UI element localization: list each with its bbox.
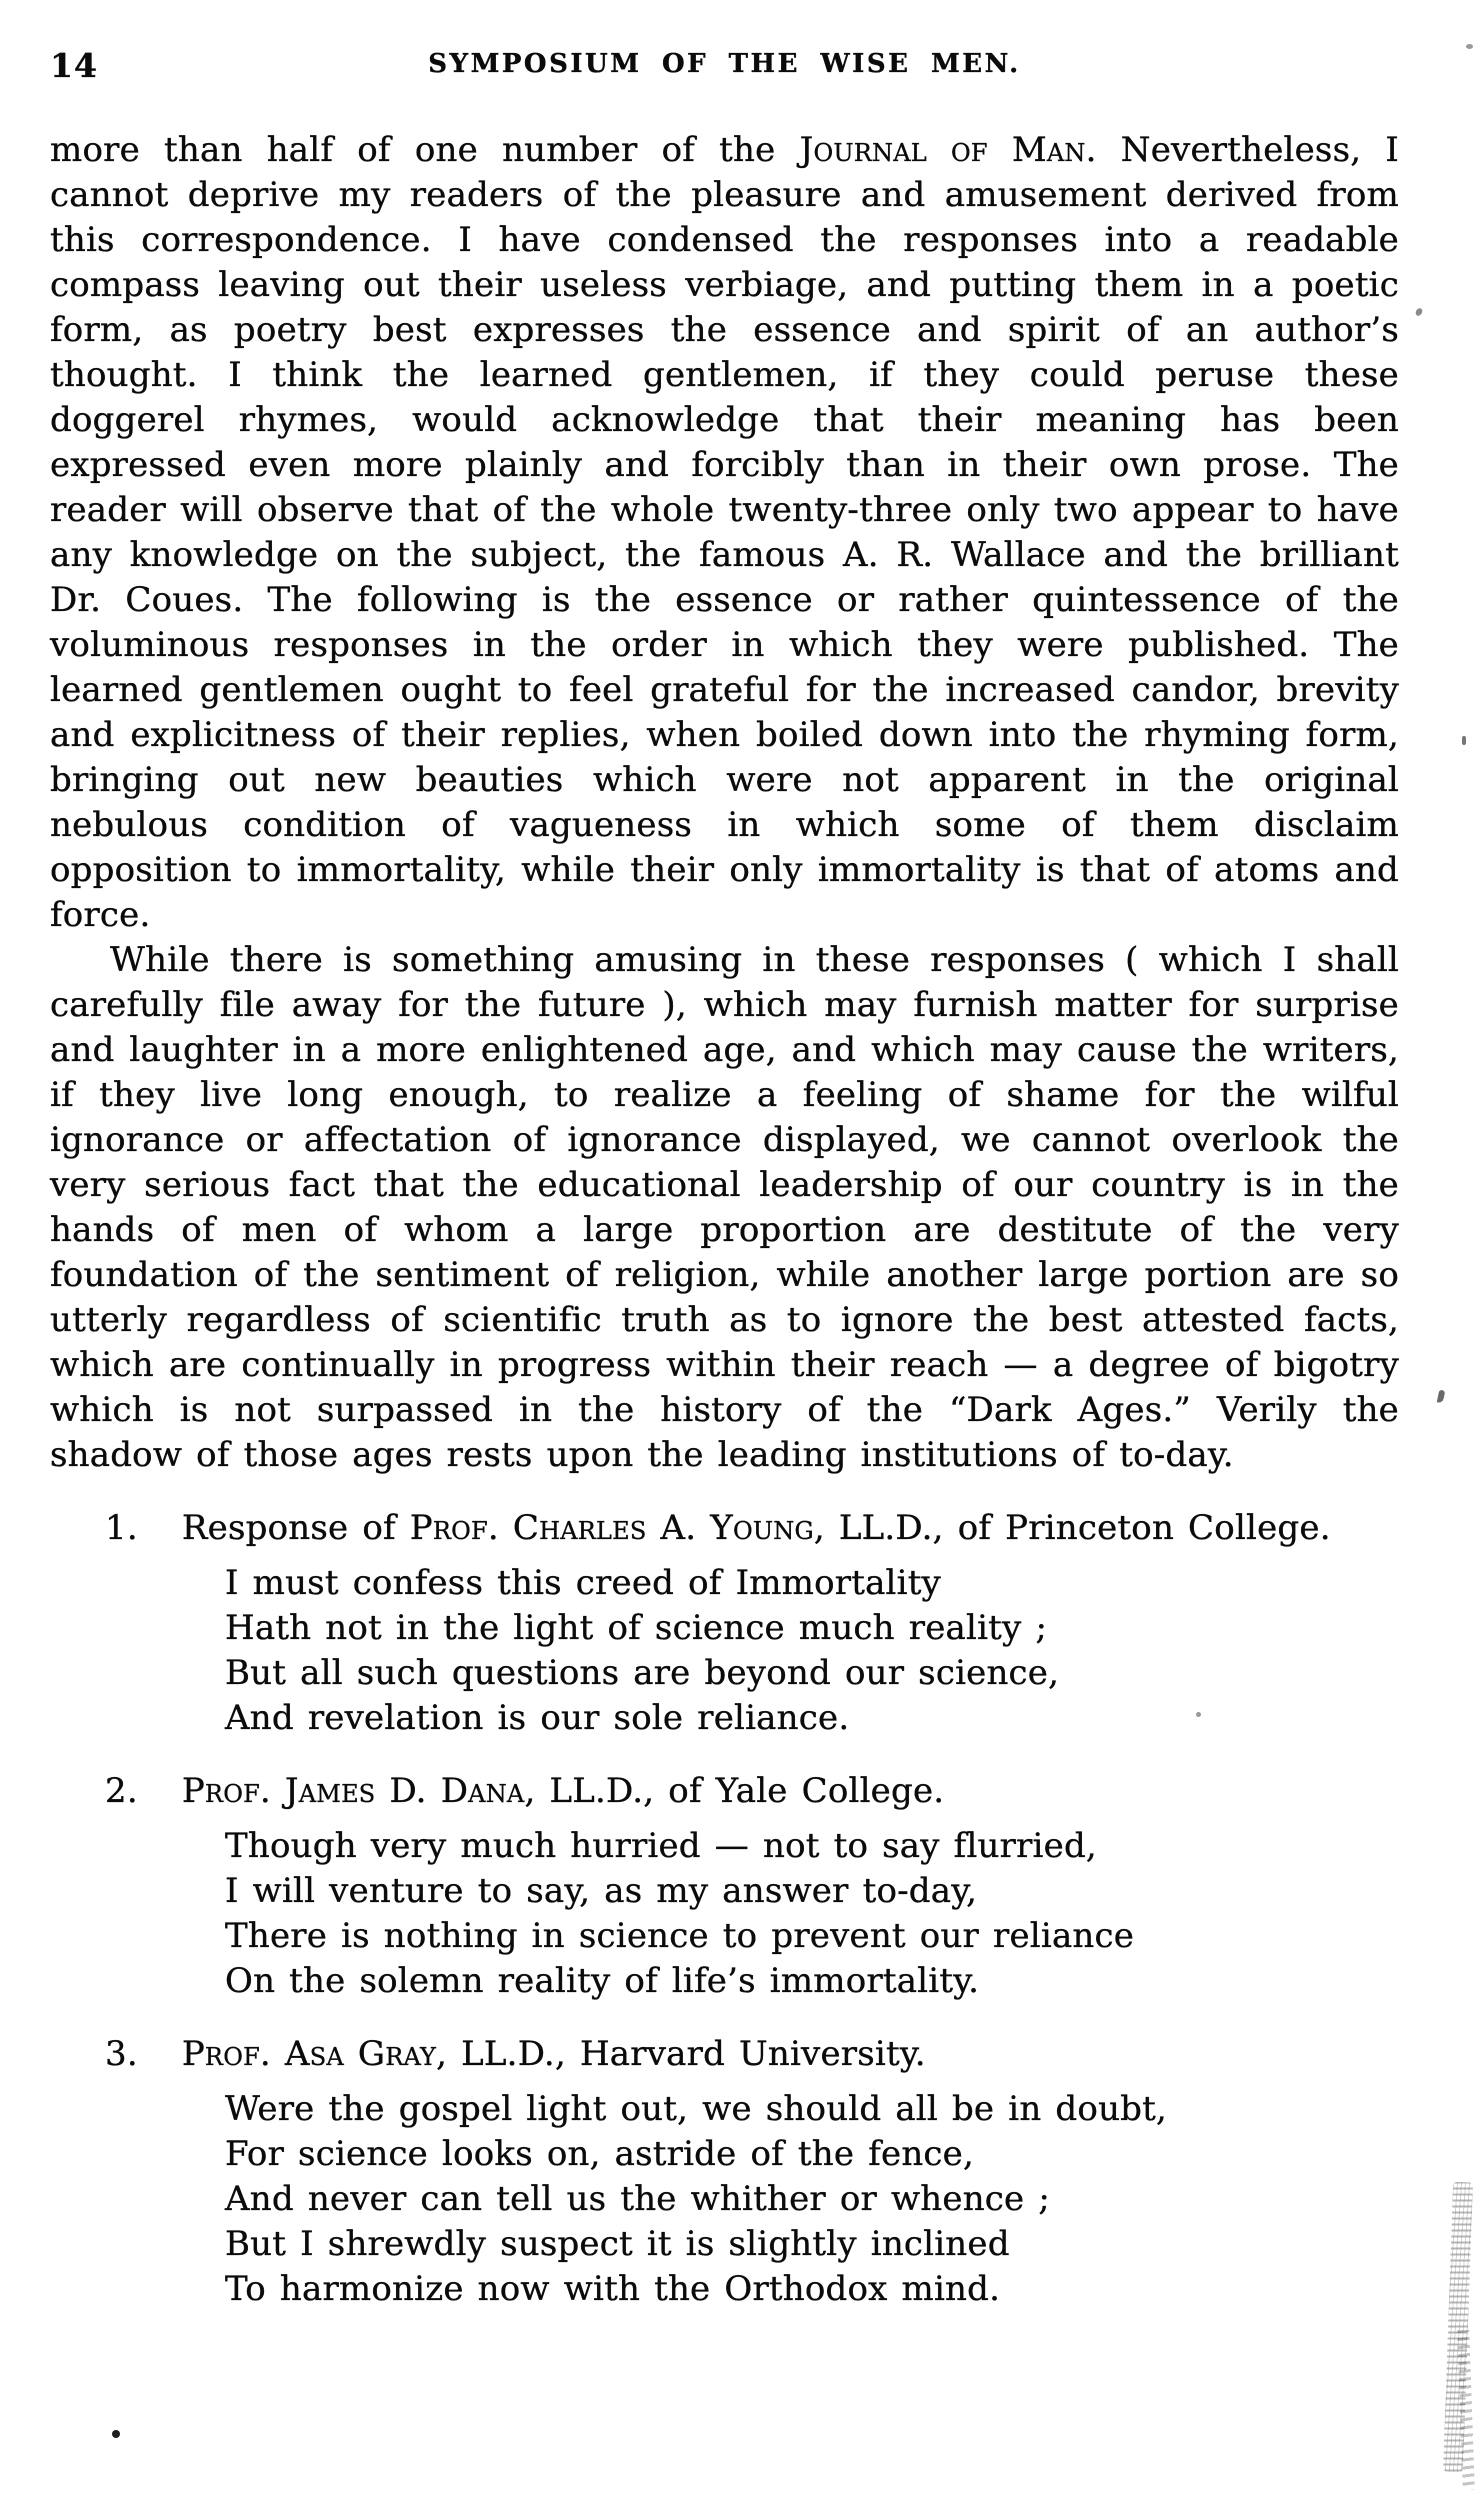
text-segment: While there is something amusing in these responses ( which I shall carefully file away for the future ), which may furnish matter for surprise and laughter in a more enlightened age, and which may cause the writers, if they live long enough, to realize a feeling of shame for the wilful ignorance or affectation of ignorance displayed, we cannot overlook the very serious fact that the educational leadership of our country is in the hands of men of whom a large proportion are destitute of the very foundation of the sentiment of religion, while another large portion are so utterly regardless of scientific truth as to ignore the best attested facts, which are continually in progress within their reach — a degree of bigotry which is not surpassed in the history of the “Dark Ages.” Verily the shadow of those ages rests upon the leading institutions of to-day. — [50, 940, 1399, 1475]
text-segment: Response of — [181, 1508, 410, 1548]
text-segment: . Nevertheless, I cannot deprive my readers of the pleasure and amusement derived from this correspondence. I have condensed the responses into a readable compass leaving out their useless verbiage, and putting them in a poetic form, as poetry best expresses the essence and spirit of an author’s thought. I think the learned gentlemen, if they could peruse these doggerel rhymes, would acknowledge that their meaning has been expressed even more plainly and forcibly than in their own prose. The reader will observe that of the whole twenty-three only two appear to have any knowledge on the subject, the famous A. R. Wallace and the brilliant Dr. Coues. The following is the essence or rather quintessence of the voluminous responses in the order in which they were published. The learned gentlemen ought to feel grateful for the increased candor, brevity and explicitness of their replies, when boiled down into the rhyming form, bringing out new beauties which were not apparent in the original nebulous condition of vagueness in which some of them disclaim opposition to immortality, while their only immortality is that of atoms and force. — [50, 130, 1399, 935]
body-paragraph — [50, 128, 1399, 938]
poem-line: I will venture to say, as my answer to-day, — [225, 1871, 978, 1911]
numbered-response-heading — [50, 2032, 1399, 2077]
poem-line: Hath not in the light of science much reality ; — [225, 1608, 1048, 1648]
poem-line: Were the gospel light out, we should all be in doubt, — [225, 2089, 1167, 2129]
poem-line: But all such questions are beyond our science, — [225, 1653, 1060, 1693]
numbered-response-heading — [50, 1506, 1399, 1551]
poem-stanza — [225, 1824, 1399, 2004]
small-caps-name: Prof. James D. Dana — [181, 1771, 525, 1811]
numbered-response-heading — [50, 1769, 1399, 1814]
scan-artifact-edge-noise — [1457, 2330, 1475, 2490]
item-number: 2. — [105, 1771, 138, 1811]
poem-line: But I shrewdly suspect it is slightly inclined — [225, 2224, 1010, 2264]
running-title: SYMPOSIUM OF THE WISE MEN. — [428, 49, 1021, 79]
small-caps-name: Journal of Man — [799, 130, 1086, 170]
small-caps-name: Prof. Charles A. Young — [409, 1508, 814, 1548]
text-segment: more than half of one number of the — [50, 130, 800, 170]
poem-line: I must confess this creed of Immortality — [225, 1563, 941, 1603]
poem-stanza — [225, 1561, 1399, 1741]
poem-line: There is nothing in science to prevent our reliance — [225, 1916, 1135, 1956]
poem-stanza — [225, 2087, 1399, 2312]
text-segment: , LL.D., of Yale College. — [524, 1771, 945, 1811]
body-paragraph — [50, 938, 1399, 1478]
poem-line: For science looks on, astride of the fence, — [225, 2134, 974, 2174]
small-caps-name: Prof. Asa Gray — [181, 2034, 437, 2074]
scan-artifact-ink-dot — [112, 2430, 120, 2438]
page-body — [50, 128, 1399, 2312]
poem-line: And never can tell us the whither or whence ; — [225, 2179, 1051, 2219]
poem-line: And revelation is our sole reliance. — [225, 1698, 850, 1738]
poem-line: To harmonize now with the Orthodox mind. — [225, 2269, 1001, 2309]
item-number: 1. — [105, 1508, 138, 1548]
page-number: 14 — [50, 46, 98, 85]
text-segment: , LL.D., of Princeton College. — [813, 1508, 1331, 1548]
item-number: 3. — [105, 2034, 138, 2074]
poem-line: On the solemn reality of life’s immortality. — [225, 1961, 980, 2001]
running-head — [50, 46, 1399, 85]
text-segment: , LL.D., Harvard University. — [436, 2034, 926, 2074]
poem-line: Though very much hurried — not to say flurried, — [225, 1826, 1097, 1866]
